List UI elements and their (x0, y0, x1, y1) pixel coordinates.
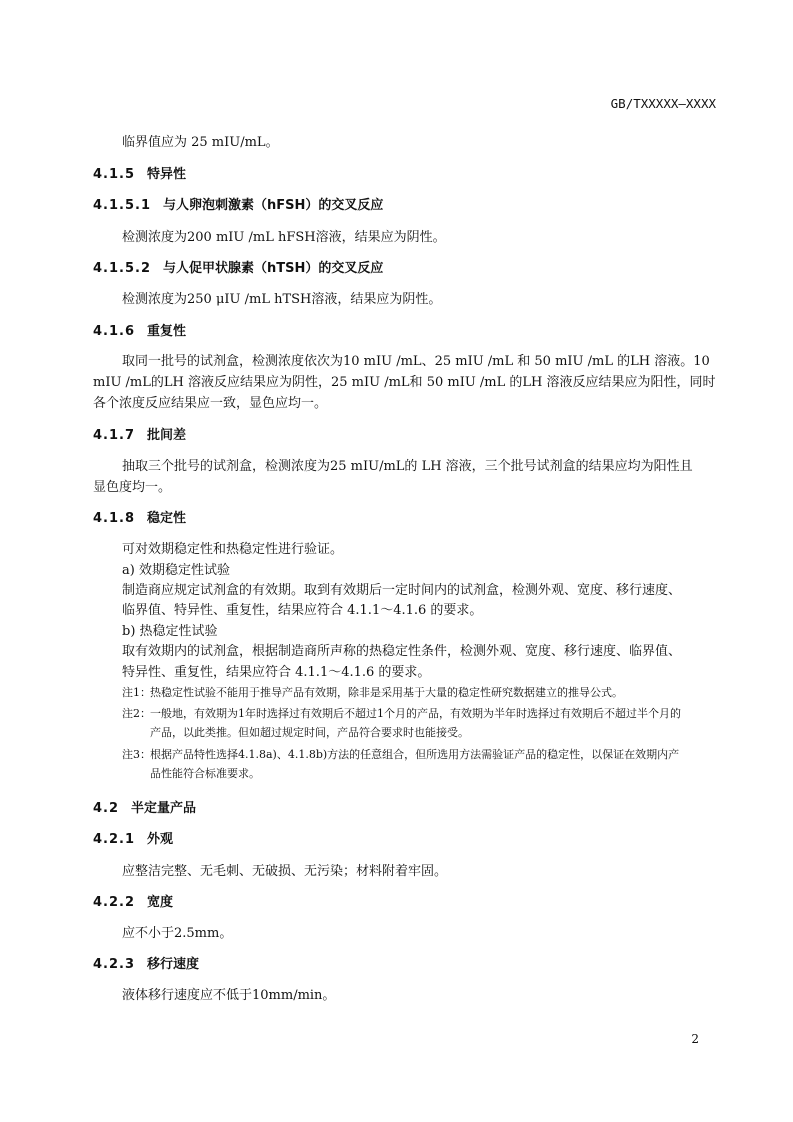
section-number: 4.2.2 (93, 895, 136, 910)
section-number: 4.1.6 (93, 324, 136, 339)
standard-number: GB/TXXXXX—XXXX (610, 96, 716, 111)
body-text: 临界值应为 25 mIU/mL。 (122, 135, 279, 150)
body-text: 可对效期稳定性和热稳定性进行验证。 (122, 542, 344, 557)
body-text: 抽取三个批号的试剂盒，检测浓度为25 mIU/mL的 LH 溶液，三个批号试剂盒的结果应均为阳性且 (122, 459, 693, 474)
body-text: 检测浓度为250 μIU /mL hTSH溶液，结果应为阴性。 (122, 292, 442, 307)
section-title: 宽度 (147, 895, 174, 910)
note-text: 根据产品特性选择4.1.8a)、4.1.8b)方法的任意组合，但所选用方法需验证产品的稳定性，以保证在效期内产 (150, 748, 680, 761)
body-text: 制造商应规定试剂盒的有效期。取到有效期后一定时间内的试剂盒，检测外观、宽度、移行速度、 (122, 583, 682, 598)
section-heading-4-1-5-2 (93, 257, 383, 276)
section-number: 4.1.5.2 (93, 261, 151, 276)
section-heading-4-2-3 (93, 953, 199, 972)
section-number: 4.1.8 (93, 511, 136, 526)
section-number: 4.1.5.1 (93, 198, 151, 213)
body-text: 应整洁完整、无毛刺、无破损、无污染；材料附着牢固。 (122, 864, 448, 879)
section-number: 4.2.3 (93, 957, 136, 972)
section-title: 移行速度 (147, 957, 200, 972)
section-title: 外观 (147, 832, 174, 847)
body-text: 各个浓度反应结果应一致，显色应均一。 (93, 396, 328, 411)
section-title: 与人卵泡刺激素（hFSH）的交叉反应 (163, 198, 384, 213)
section-heading-4-1-5-1 (93, 194, 383, 213)
section-title: 特异性 (147, 167, 187, 182)
note-text: 一般地，有效期为1年时选择过有效期后不超过1个月的产品，有效期为半年时选择过有效期后不超过半个月的 (150, 707, 681, 720)
section-heading-4-1-5 (93, 163, 186, 182)
section-title: 半定量产品 (131, 801, 197, 816)
list-item: a) 效期稳定性试验 (122, 563, 230, 578)
body-text: 临界值、特异性、重复性，结果应符合 4.1.1～4.1.6 的要求。 (122, 603, 483, 618)
body-text: 液体移行速度应不低于10mm/min。 (122, 988, 336, 1003)
body-text: 特异性、重复性，结果应符合 4.1.1～4.1.6 的要求。 (122, 665, 431, 680)
section-heading-4-1-8 (93, 507, 186, 526)
section-number: 4.1.7 (93, 428, 136, 443)
section-number: 4.2 (93, 801, 120, 816)
note-label: 注2： (122, 707, 151, 720)
body-text: 应不小于2.5mm。 (122, 926, 233, 941)
body-text: 取同一批号的试剂盒，检测浓度依次为10 mIU /mL、25 mIU /mL 和 50 mIU /mL 的LH 溶液。10 (122, 354, 710, 369)
section-heading-4-2-1 (93, 828, 173, 847)
note-text: 热稳定性试验不能用于推导产品有效期，除非是采用基于大量的稳定性研究数据建立的推导公式。 (150, 686, 623, 699)
section-number: 4.2.1 (93, 832, 136, 847)
section-number: 4.1.5 (93, 167, 136, 182)
body-text: 显色度均一。 (93, 480, 172, 495)
section-heading-4-2-2 (93, 891, 173, 910)
section-title: 重复性 (147, 324, 187, 339)
section-heading-4-2 (93, 797, 196, 816)
page-number: 2 (691, 1032, 699, 1046)
note-label: 注3： (122, 748, 151, 761)
body-text: mIU /mL的LH 溶液反应结果应为阴性，25 mIU /mL和 50 mIU /mL 的LH 溶液反应结果应为阳性，同时 (93, 375, 716, 390)
section-title: 稳定性 (147, 511, 187, 526)
section-title: 与人促甲状腺素（hTSH）的交叉反应 (163, 261, 384, 276)
note-text: 品性能符合标准要求。 (150, 767, 260, 780)
list-item: b) 热稳定性试验 (122, 624, 218, 639)
section-heading-4-1-6 (93, 320, 186, 339)
note-label: 注1： (122, 686, 151, 699)
body-text: 取有效期内的试剂盒，根据制造商所声称的热稳定性条件，检测外观、宽度、移行速度、临界值、 (122, 644, 682, 659)
section-heading-4-1-7 (93, 424, 186, 443)
note-text: 产品，以此类推。但如超过规定时间，产品符合要求时也能接受。 (150, 726, 469, 739)
section-title: 批间差 (147, 428, 187, 443)
body-text: 检测浓度为200 mIU /mL hFSH溶液，结果应为阴性。 (122, 230, 446, 245)
